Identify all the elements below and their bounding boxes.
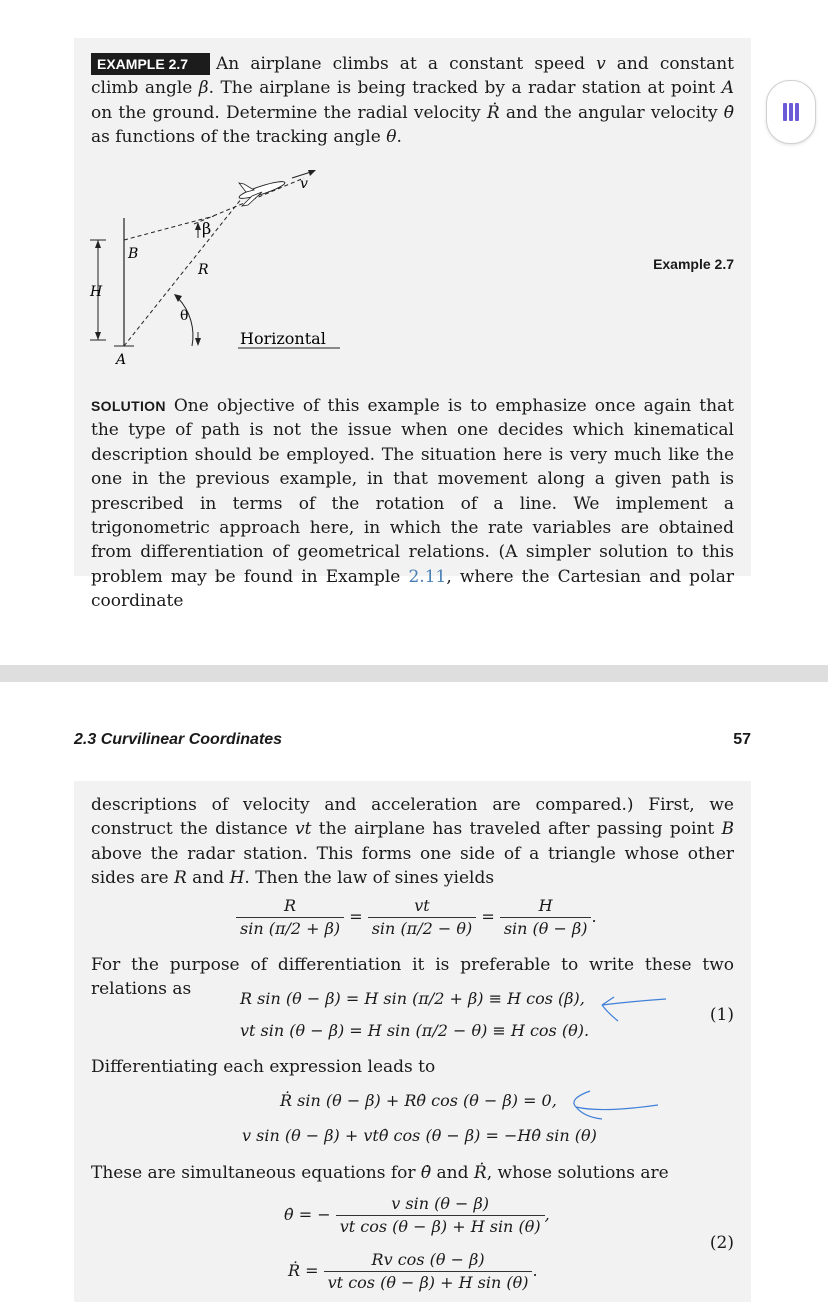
simultaneous-text: These are simultaneous equations for θ̇ and Ṙ, whose solutions are (91, 1163, 669, 1183)
fig-label-horizontal: Horizontal (240, 329, 326, 348)
page-number: 57 (733, 731, 751, 748)
equation-1a: R sin (θ − β) = H sin (π/2 + β) ≡ H cos (β), (240, 989, 585, 1008)
derivation-box (74, 781, 751, 1302)
fig-label-H: H (90, 284, 103, 300)
fig-label-R: R (198, 262, 209, 278)
section-title: 2.3 Curvilinear Coordinates (74, 731, 283, 748)
fig-label-A: A (116, 352, 127, 368)
differentiating-text: Differentiating each expression leads to (91, 1057, 436, 1077)
fig-label-v: v (300, 176, 308, 192)
derivative-equation-2: v sin (θ − β) + vtθ̇ cos (θ − β) = −Hθ̇ sin (θ) (242, 1126, 597, 1145)
example-link[interactable]: 2.11 (408, 566, 447, 587)
airplane-icon (238, 179, 286, 206)
derivative-equation-1: Ṙ sin (θ − β) + Rθ̇ cos (θ − β) = 0, (280, 1091, 557, 1110)
solution-paragraph: SOLUTION One objective of this example is to emphasize once again that the type of path is not the issue when one decides which kinematical description should be employed. The situation here is very much like the one in the previous example, in that movement along a given path is prescribed in terms of the rotation of a line. We implement a trigonometric approach here, in which the rate variables are obtained from differentiation of geometrical relations. (A simpler solution to this problem may be found in Example 2.11, where the Cartesian and polar coordinate (91, 396, 735, 612)
fig-label-theta: θ (180, 308, 189, 324)
fig-label-B: B (128, 246, 139, 262)
equation-1b: vt sin (θ − β) = H sin (π/2 − θ) ≡ H cos (θ). (240, 1021, 590, 1040)
figure-caption: Example 2.7 (653, 256, 734, 272)
example-label: EXAMPLE 2.7 (91, 53, 210, 75)
equation-number-1: (1) (709, 1005, 734, 1025)
example-figure (74, 168, 354, 368)
continued-paragraph: descriptions of velocity and acceleration are compared.) First, we construct the distance vt the airplane has traveled after passing point B above the radar station. This forms one side of a triangle whose other sides are R and H. Then the law of sines yields (91, 795, 734, 889)
solution-label: SOLUTION (91, 398, 166, 414)
example-box (74, 38, 751, 612)
purpose-text: For the purpose of differentiation it is preferable to write these two relations as (91, 955, 734, 1000)
annotation-scribble-icon (562, 1087, 662, 1123)
menu-button[interactable] (766, 80, 816, 144)
solution-R-dot: Ṙ = $\frac{\text{Rv cos (θ − β)}}{\text{vt cos (θ − β) + H sin (θ)}}$ . (288, 1250, 538, 1292)
example-statement: EXAMPLE 2.7 An airplane climbs at a constant speed v and constant climb angle β. The airplane is being tracked by a radar station at point A on the ground. Determine the radial velocity Ṙ and the angular velocity θ̇ as functions of the tracking angle θ. (91, 54, 734, 148)
law-of-sines-equation: $\frac{R}{\sin (\pi/2 + \beta)}$ = $\frac{vt}{\sin (\pi/2 - \theta)}$ = $\frac{H}{\sin (\theta - \beta)}$ . (236, 895, 597, 940)
annotation-arrow-icon (596, 991, 668, 1035)
equation-number-2: (2) (709, 1233, 734, 1253)
page-separator (0, 665, 828, 682)
solution-theta-dot: θ̇ = − $\frac{\text{v sin (θ − β)}}{\text{vt cos (θ − β) + H sin (θ)}}$ , (284, 1194, 550, 1236)
fig-label-beta: β (202, 219, 212, 238)
